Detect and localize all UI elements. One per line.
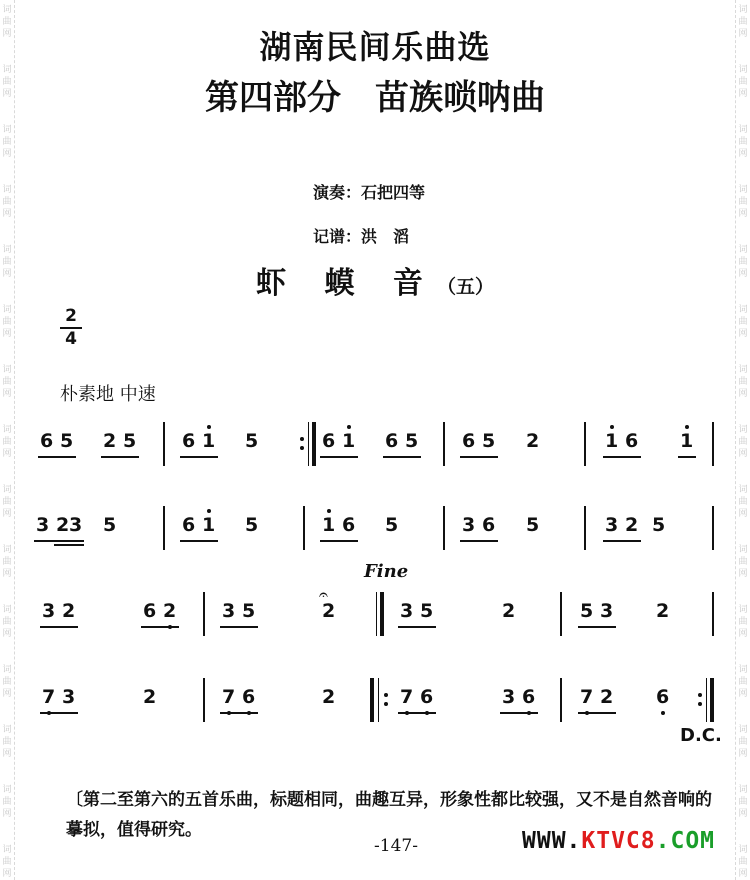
note: 5: [245, 514, 259, 536]
underline: [398, 712, 436, 714]
barline-thick: [710, 678, 714, 722]
time-signature-top: 2: [65, 306, 77, 326]
side-watermark-text: 词曲网: [738, 365, 748, 399]
note: 2: [600, 686, 614, 708]
note: 2: [526, 430, 540, 452]
side-watermark-text: 词曲网: [2, 845, 12, 879]
note: 6: [342, 514, 356, 536]
side-watermark-text: 词曲网: [2, 185, 12, 219]
underline: [603, 456, 641, 458]
section-title: 第四部分 苗族唢呐曲: [205, 78, 545, 118]
note: 2: [322, 686, 336, 708]
side-watermark-text: 词曲网: [738, 665, 748, 699]
barline: [584, 506, 586, 550]
fermata-icon: 𝄐: [319, 585, 328, 604]
side-watermark-text: 词曲网: [2, 305, 12, 339]
song-title: [0, 258, 750, 302]
repeat-dots: [300, 432, 304, 455]
underline: [678, 456, 696, 458]
note: 1: [605, 430, 618, 452]
underline: [320, 456, 358, 458]
note: 6: [182, 430, 196, 452]
barline: [163, 422, 165, 466]
note: 1: [202, 430, 215, 452]
underline: [460, 456, 498, 458]
note: 3: [62, 686, 76, 708]
note: 7: [580, 686, 593, 708]
barline: [706, 678, 707, 722]
note: 2: [103, 430, 117, 452]
side-watermark-text: 词曲网: [2, 245, 12, 279]
note: 7: [42, 686, 55, 708]
side-watermark-text: 词曲网: [2, 665, 12, 699]
side-watermark-text: 词曲网: [2, 545, 12, 579]
side-watermark-text: 词曲网: [2, 5, 12, 39]
note: 3: [42, 600, 56, 622]
note: 5: [242, 600, 256, 622]
note: 1: [322, 514, 335, 536]
barline: [303, 506, 305, 550]
side-watermark-text: 词曲网: [738, 5, 748, 39]
note: 2: [62, 600, 76, 622]
note: 3: [600, 600, 614, 622]
side-watermark-text: 词曲网: [2, 725, 12, 759]
note: 5: [123, 430, 137, 452]
note: 6: [182, 514, 196, 536]
barline: [163, 506, 165, 550]
underline: [383, 456, 421, 458]
score-row-3: [0, 590, 750, 636]
collection-title: 湖南民间乐曲选: [259, 28, 491, 66]
note: 1: [202, 514, 215, 536]
side-watermark-text: 词曲网: [738, 485, 748, 519]
note: 6: [385, 430, 399, 452]
underline: [603, 540, 641, 542]
underline: [578, 712, 616, 714]
time-signature: [60, 308, 82, 348]
side-watermark-text: 词曲网: [2, 65, 12, 99]
barline: [560, 678, 562, 722]
note: 7: [400, 686, 413, 708]
underline: [38, 456, 76, 458]
note: 6: [656, 686, 669, 708]
score-row-4: [0, 676, 750, 722]
side-watermark-text: 词曲网: [2, 365, 12, 399]
side-watermark-text: 词曲网: [738, 845, 748, 879]
dc-marking: D.C.: [680, 725, 722, 746]
barline: [443, 506, 445, 550]
note: 6: [322, 430, 336, 452]
time-signature-bottom: 4: [65, 329, 77, 349]
repeat-dots: [384, 688, 388, 711]
barline: [560, 592, 562, 636]
side-watermark-text: 词曲网: [738, 305, 748, 339]
barline: [712, 592, 714, 636]
barline: [443, 422, 445, 466]
side-watermark-text: 词曲网: [738, 425, 748, 459]
side-watermark-text: 词曲网: [2, 485, 12, 519]
side-watermark-text: 词曲网: [738, 245, 748, 279]
note: 6: [242, 686, 255, 708]
note: 2: [143, 686, 157, 708]
note: 3: [222, 600, 236, 622]
site-watermark[interactable]: [522, 828, 715, 854]
side-watermark-text: 词曲网: [2, 425, 12, 459]
underline: [460, 540, 498, 542]
note: 2: [163, 600, 176, 622]
barline: [376, 592, 377, 636]
repeat-dots: [698, 688, 702, 711]
note: 2: [56, 514, 70, 536]
underline: [578, 626, 616, 628]
barline: [378, 678, 379, 722]
site-prefix: WWW.: [522, 828, 582, 854]
underline: [40, 626, 78, 628]
underline: [180, 456, 218, 458]
underline: [220, 712, 258, 714]
note: 6: [462, 430, 476, 452]
underline-double: [54, 544, 84, 546]
note: 5: [60, 430, 74, 452]
note: 5: [245, 430, 259, 452]
site-suffix: .COM: [655, 828, 716, 854]
underline: [40, 712, 78, 714]
note: 3: [69, 514, 83, 536]
note: 3: [605, 514, 619, 536]
note: 5: [103, 514, 117, 536]
fine-marking: Fine: [364, 561, 409, 582]
side-watermark-text: 词曲网: [2, 125, 12, 159]
note: 2: [656, 600, 670, 622]
underline: [398, 626, 436, 628]
note: 6: [143, 600, 157, 622]
side-watermark-text: 词曲网: [2, 785, 12, 819]
site-brand: KTVC8: [581, 828, 656, 854]
note: 3: [400, 600, 414, 622]
note: 5: [526, 514, 540, 536]
side-watermark-text: 词曲网: [738, 185, 748, 219]
note: 5: [580, 600, 594, 622]
underline: [320, 540, 358, 542]
performer-credit: 演奏：石把四等: [313, 183, 426, 202]
song-number: （五）: [436, 276, 494, 298]
barline-thick: [380, 592, 384, 636]
note: 5: [420, 600, 434, 622]
note: 6: [482, 514, 496, 536]
tempo-marking: 朴素地 中速: [60, 384, 156, 405]
note: 7: [222, 686, 235, 708]
note: 5: [385, 514, 399, 536]
footnote: 〔第二至第六的五首乐曲，标题相同，曲趣互异，形象性都比较强，又不是自然音响的摹拟，值得研究。: [66, 790, 712, 840]
note: 6: [522, 686, 535, 708]
note: 5: [652, 514, 666, 536]
barline: [203, 592, 205, 636]
note: 5: [405, 430, 419, 452]
song-title-text: 虾 蟆 音: [256, 266, 437, 301]
side-watermark-text: 词曲网: [738, 125, 748, 159]
note: 2: [625, 514, 639, 536]
note: 2: [502, 600, 516, 622]
barline-thick: [370, 678, 374, 722]
note: 2: [322, 600, 336, 622]
note: 3: [462, 514, 476, 536]
side-watermark-text: 词曲网: [738, 65, 748, 99]
barline: [712, 422, 714, 466]
barline: [712, 506, 714, 550]
note: 6: [40, 430, 54, 452]
side-watermark-text: 词曲网: [738, 605, 748, 639]
barline: [203, 678, 205, 722]
underline: [34, 540, 84, 542]
note: 3: [36, 514, 50, 536]
page-number: -147-: [374, 836, 418, 856]
side-watermark-text: 词曲网: [738, 725, 748, 759]
note: 6: [420, 686, 433, 708]
score-row-1: [0, 420, 750, 466]
note: 5: [482, 430, 496, 452]
barline: [584, 422, 586, 466]
transcriber-credit: 记谱：洪 滔: [313, 227, 410, 246]
note: 1: [680, 430, 693, 452]
underline: [500, 712, 538, 714]
side-watermark-text: 词曲网: [738, 785, 748, 819]
underline: [220, 626, 258, 628]
barline: [308, 422, 309, 466]
side-watermark-text: 词曲网: [738, 545, 748, 579]
score-row-2: [0, 504, 750, 550]
underline: [101, 456, 139, 458]
barline-thick: [312, 422, 316, 466]
underline: [141, 626, 179, 628]
note: 1: [342, 430, 355, 452]
note: 6: [625, 430, 639, 452]
side-watermark-text: 词曲网: [2, 605, 12, 639]
underline: [180, 540, 218, 542]
note: 3: [502, 686, 516, 708]
